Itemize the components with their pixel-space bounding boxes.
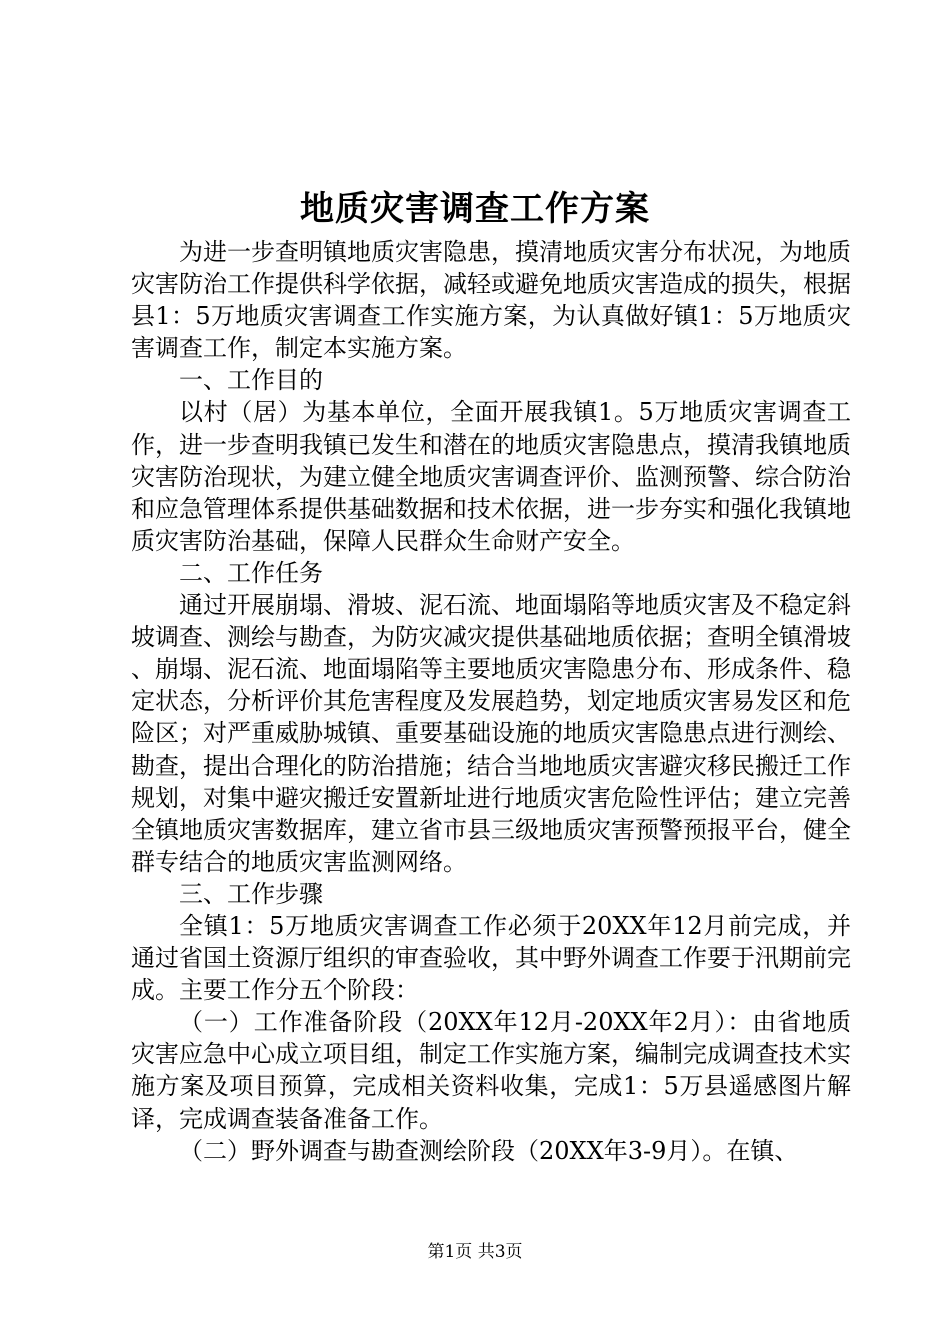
paragraph-purpose: 以村（居）为基本单位，全面开展我镇1。5万地质灾害调查工作，进一步查明我镇已发生和潜在的地质灾害隐患点，摸清我镇地质灾害防治现状，为建立健全地质灾害调查评价、监测预警、综合防治和应急管理体系提供基础数据和技术依据，进一步夯实和强化我镇地质灾害防治基础，保障人民群众生命财产安全。 — [131, 398, 851, 555]
paragraph-steps: 全镇1：5万地质灾害调查工作必须于20XX年12月前完成，并通过省国土资源厅组织的审查验收，其中野外调查工作要于汛期前完成。主要工作分五个阶段： — [131, 911, 851, 1005]
paragraph-intro: 为进一步查明镇地质灾害隐患，摸清地质灾害分布状况，为地质灾害防治工作提供科学依据，减轻或避免地质灾害造成的损失，根据县1：5万地质灾害调查工作实施方案，为认真做好镇1：5万地质灾害调查工作，制定本实施方案。 — [131, 238, 851, 363]
section-heading-steps: 三、工作步骤 — [179, 879, 323, 908]
document-body — [131, 236, 851, 1167]
section-heading-tasks: 二、工作任务 — [179, 558, 323, 587]
page-footer: 第1页 共3页 — [427, 1242, 523, 1262]
section-heading-purpose: 一、工作目的 — [179, 366, 323, 395]
document-title: 地质灾害调查工作方案 — [300, 189, 650, 229]
paragraph-stage-two: （二）野外调查与勘查测绘阶段（20XX年3-9月）。在镇、 — [179, 1136, 799, 1165]
paragraph-tasks: 通过开展崩塌、滑坡、泥石流、地面塌陷等地质灾害及不稳定斜坡调查、测绘与勘查，为防灾减灾提供基础地质依据；查明全镇滑坡、崩塌、泥石流、地面塌陷等主要地质灾害隐患分布、形成条件、稳定状态，分析评价其危害程度及发展趋势，划定地质灾害易发区和危险区；对严重威胁城镇、重要基础设施的地质灾害隐患点进行测绘、勘查，提出合理化的防治措施；结合当地地质灾害避灾移民搬迁工作规划，对集中避灾搬迁安置新址进行地质灾害危险性评估；建立完善全镇地质灾害数据库，建立省市县三级地质灾害预警预报平台，健全群专结合的地质灾害监测网络。 — [131, 591, 851, 876]
paragraph-stage-one: （一）工作准备阶段（20XX年12月-20XX年2月）：由省地质灾害应急中心成立项目组，制定工作实施方案，编制完成调查技术实施方案及项目预算，完成相关资料收集，完成1：5万县遥感图片解译，完成调查装备准备工作。 — [131, 1008, 851, 1133]
